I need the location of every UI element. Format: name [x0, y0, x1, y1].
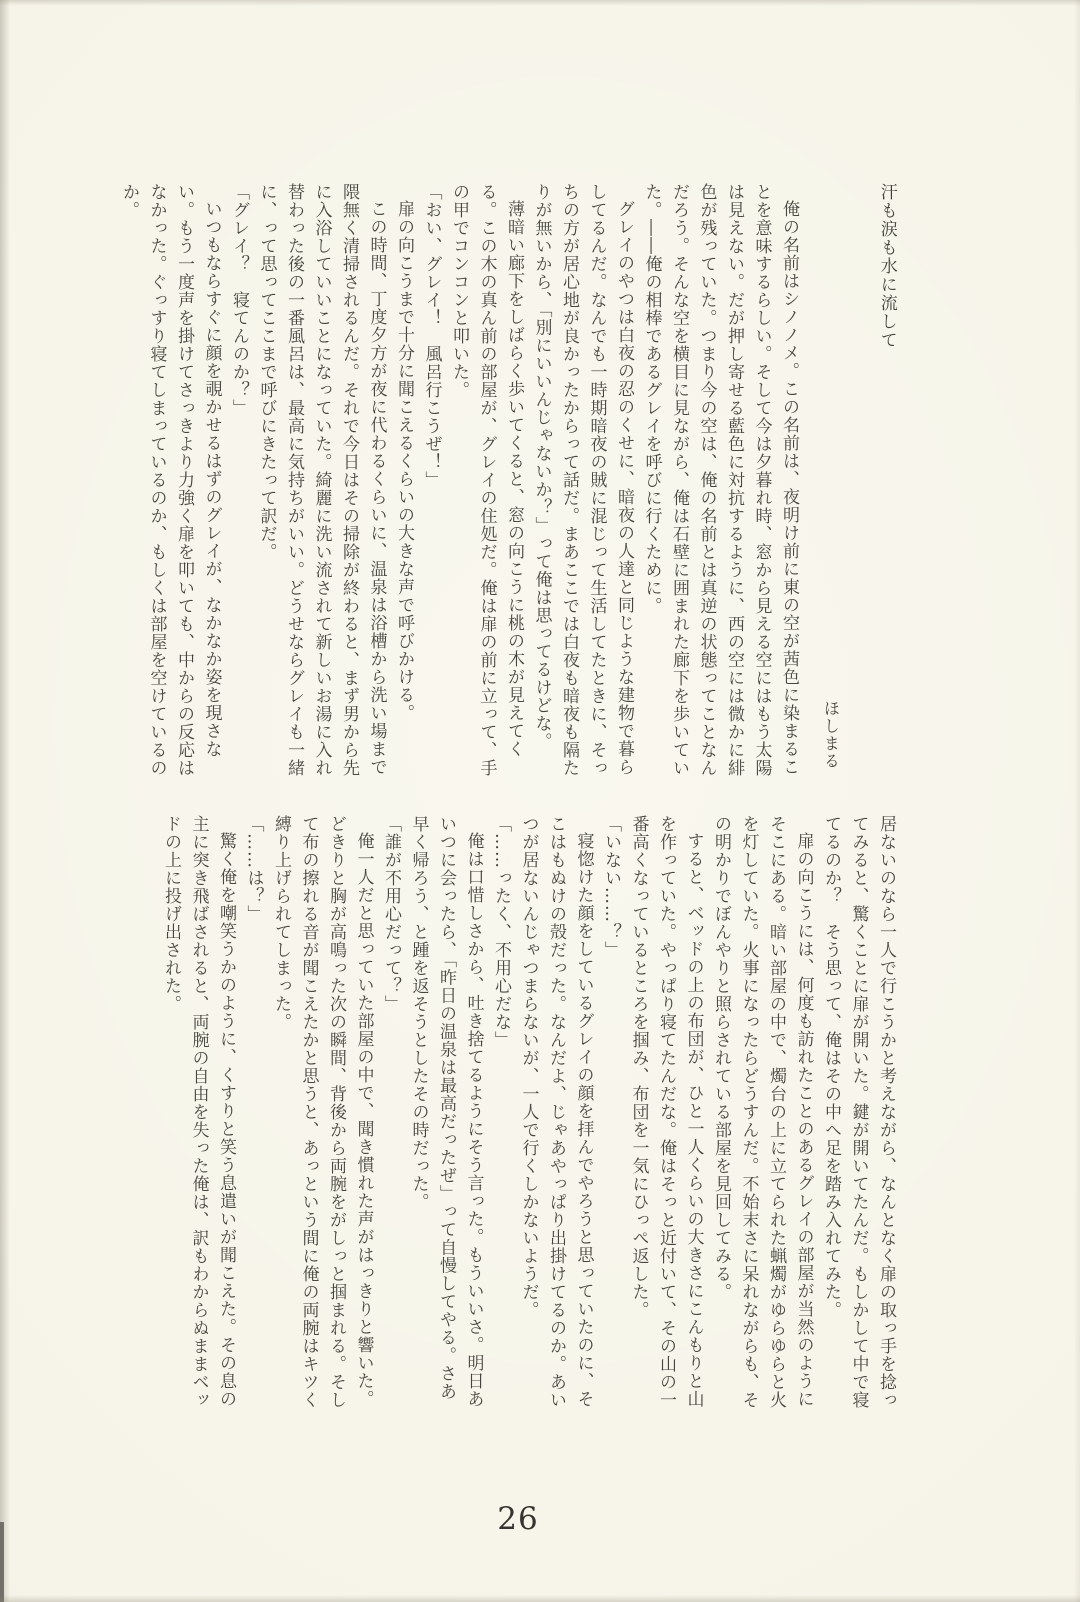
paragraph: 俺一人だと思っていた部屋の中で、聞き慣れた声がはっきりと響いた。どきりと胸が高鳴った次の瞬間、背後から両腕をがしっと掴まれる。そして布の擦れる音が聞こえたかと思うと、あっという間に俺の両腕はキツく縛り上げられてしまった。 — [271, 815, 374, 1409]
page-number: 26 — [497, 1501, 539, 1537]
paragraph: 寝惚けた顔をしているグレイの顔を拝んでやろうと思っていたのに、そこはもぬけの殻だった。なんだよ、じゃあやっぱり出掛けてるのか。あいつが居ないんじゃつまらないが、一人で行くしかないようだ。 — [518, 815, 594, 1409]
paragraph: グレイのやつは白夜の忍のくせに、暗夜の人達と同じような建物で暮らしてるんだ。なんでも一時期暗夜の賊に混じって生活してたときに、そっちの方が居心地が良かったからって話だ。まあここでは白夜も暗夜も隔たりが無いから、「別にいいんじゃないか？」って俺は思ってるけどな。 — [531, 183, 634, 777]
paragraph: 「……は？」 — [243, 815, 264, 923]
paragraph: 扉の向こうには、何度も訪れたことのあるグレイの部屋が当然のようにそこにある。暗い部屋の中で、燭台の上に立てられた蝋燭がゆらゆらと火を灯していた。火事になったらどうすんだ。不始末さに呆れながらも、その明かりでぼんやりと照らされている部屋を見回してみる。 — [711, 815, 814, 1409]
scan-edge-right — [1074, 0, 1080, 1602]
scan-edge-bottom — [0, 1595, 1080, 1602]
paragraph: 「誰が不用心だって？」 — [381, 815, 401, 1013]
story-text-upper-band — [119, 183, 802, 780]
paragraph: 「いない……？」 — [601, 815, 621, 959]
scan-edge-left — [0, 0, 10, 1602]
story-title: 汗も涙も水に流して — [876, 183, 897, 350]
paragraph: 薄暗い廊下をしばらく歩いてくると、窓の向こうに桃の木が見えてくる。この木の真ん前の部屋が、グレイの住処だ。俺は扉の前に立って、手の甲でコンコンと叩いた。 — [449, 183, 524, 777]
paragraph: 驚く俺を嘲笑うかのように、くすりと笑う息遣いが聞こえた。その息の主に突き飛ばされると、両腕の自由を失った俺は、訳もわからぬままベッドの上に投げ出された。 — [161, 815, 236, 1409]
paragraph: 居ないのなら一人で行こうかと考えながら、なんとなく扉の取っ手を捻ってみると、驚くことに扉が開いた。鍵が開いてたんだ。もしかして中で寝てるのか？ そう思って、俺はその中へ足を踏み入れてみた。 — [821, 815, 896, 1409]
paragraph: いつもならすぐに顔を覗かせるはずのグレイが、なかなか姿を現さない。もう一度声を掛けてさっきより力強く扉を叩いても、中からの反応はなかった。ぐっすり寝てしまっているのか、もしくは部屋を空けているのか。 — [119, 183, 222, 777]
paragraph: すると、ベッドの上の布団が、ひと一人くらいの大きさにこんもりと山を作っていた。やっぱり寝てたんだな。俺はそっと近付いて、その山の一番高くなっているところを掴み、布団を一気にひっぺ返した。 — [628, 815, 704, 1409]
paragraph: 俺は口惜しさから、吐き捨てるようにそう言った。もういいさ。明日あいつに会ったら、「昨日の温泉は最高だったぜ」って自慢してやる。さあ早く帰ろう、と踵を返そうとしたその時だった。 — [408, 815, 484, 1408]
paragraph: 俺の名前はシノノメ。この名前は、夜明け前に東の空が茜色に染まることを意味するらしい。そして今は夕暮れ時、窓から見える空にはもう太陽は見えない。だが押し寄せる藍色に対抗するように、西の空には微かに緋色が残っていた。つまり今の空は、俺の名前とは真逆の状態ってことなんだろう。そんな空を横目に見ながら、俺は石壁に囲まれた廊下を歩いていた。――俺の相棒であるグレイを呼びに行くために。 — [641, 183, 799, 777]
paragraph: 「グレイ？ 寝てんのか？」 — [229, 183, 249, 417]
paragraph: 扉の向こうまで十分に聞こえるくらいの大きな声で呼びかける。 — [394, 200, 414, 722]
scan-edge-top — [0, 0, 1080, 6]
story-text-lower-band — [154, 815, 899, 1412]
scan-edge-left-dark — [0, 1522, 4, 1602]
paragraph: この時間、丁度夕方が夜に代わるくらいに、温泉は浴槽から洗い場まで隈無く清掃されるんだ。それで今日はその掃除が終わると、まず男から先に入浴していいことになっていた。綺麗に洗い流されて新しいお湯に入れ替わった後の一番風呂は、最高に気持ちがいい。どうせならグレイも一緒に、って思ってここまで呼びにきたって訳だ。 — [256, 183, 387, 777]
paragraph: 「……ったく、不用心だな」 — [491, 815, 511, 1049]
paragraph: 「おい、グレイ！ 風呂行こうぜ！」 — [421, 183, 442, 489]
author-name: ほしまる — [821, 700, 841, 770]
